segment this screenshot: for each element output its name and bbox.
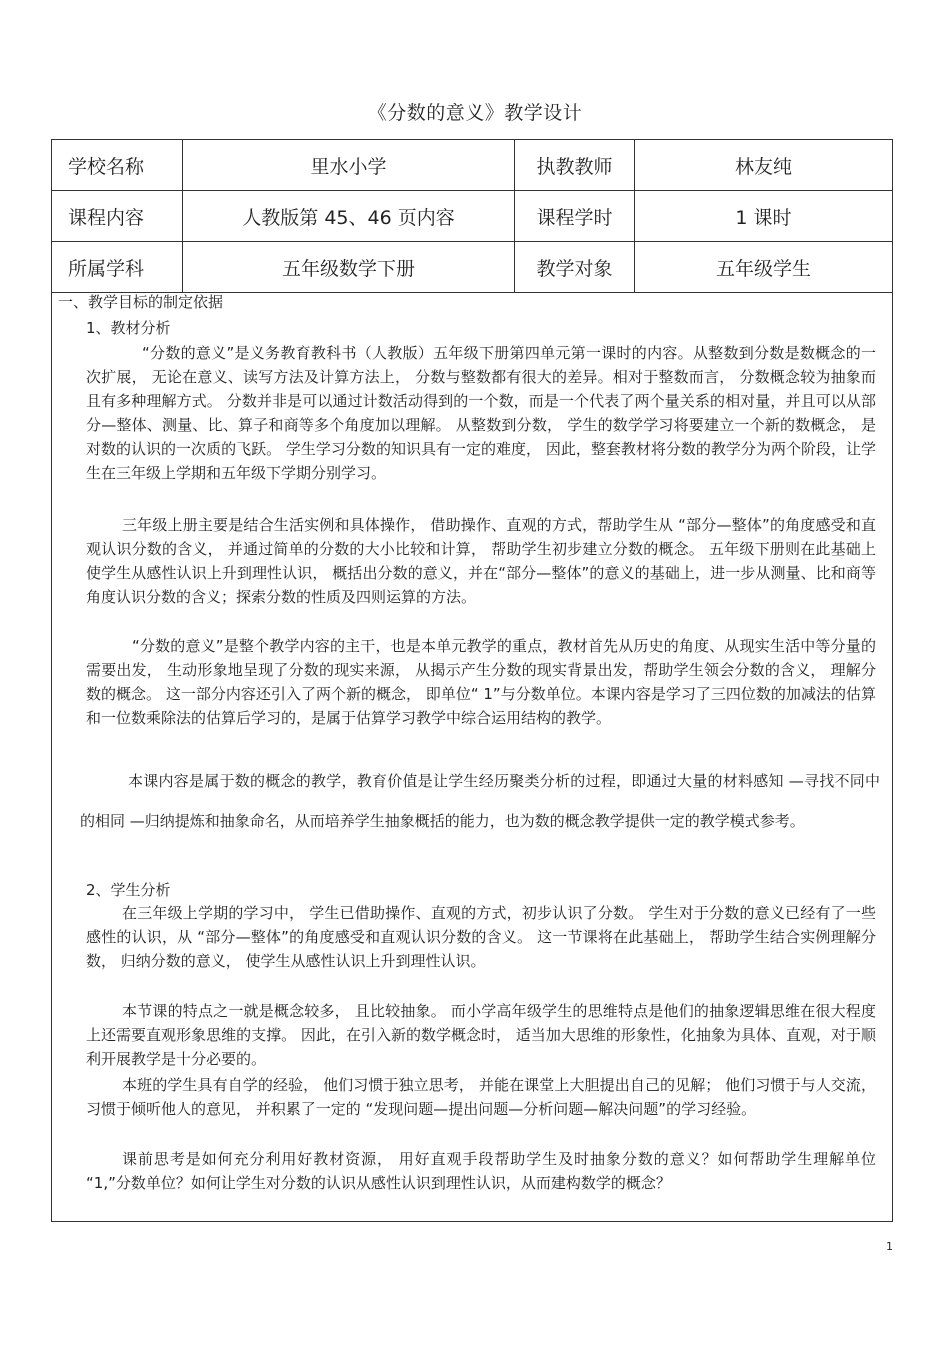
course-info-table bbox=[51, 139, 893, 293]
paragraph-students-1: 在三年级上学期的学习中， 学生已借助操作、直观的方式，初步认识了分数。 学生对于分数的意义已经有了一些感性的认识，从 “部分—整体”的角度感受和直观认识分数的含义。 这一节课将在此基础上， 帮助学生结合实例理解分数， 归纳分数的意义， 使学生从感性认识上升到理性认识。 bbox=[86, 904, 876, 971]
page-number: 1 bbox=[886, 1240, 893, 1253]
table-row bbox=[52, 140, 893, 191]
content-value: 人教版第 45、46 页内容 bbox=[183, 191, 515, 242]
school-label: 学校名称 bbox=[52, 140, 183, 191]
target-value: 五年级学生 bbox=[635, 242, 893, 293]
content-label: 课程内容 bbox=[52, 191, 183, 242]
table-row bbox=[52, 191, 893, 242]
paragraph-textbook-2: 三年级上册主要是结合生活实例和具体操作， 借助操作、直观的方式，帮助学生从 “部分—整体”的角度感受和直观认识分数的含义， 并通过简单的分数的大小比较和计算， 帮助学生初步建立分数的概念。 五年级下册则在此基础上使学生从感性认识上升到理性认识， 概括出分数的意义，并在“部分—整体”的意义的基础上，进一步从测量、比和商等角度认识分数的含义；探索分数的性质及四则运算的方法。 bbox=[86, 516, 876, 607]
content-box bbox=[51, 291, 893, 1222]
subsection-heading-students: 2、学生分析 bbox=[86, 881, 171, 899]
hours-label: 课程学时 bbox=[515, 191, 635, 242]
paragraph-textbook-4: 本课内容是属于数的概念的教学，教育价值是让学生经历聚类分析的过程，即通过大量的材料感知 —寻找不同中的相同 —归纳提炼和抽象命名，从而培养学生抽象概括的能力，也为数的概念教学提供一定的教学模式参考。 bbox=[80, 772, 880, 830]
teacher-label: 执教教师 bbox=[515, 140, 635, 191]
table-row bbox=[52, 242, 893, 293]
paragraph-students-3: 本班的学生具有自学的经验， 他们习惯于独立思考， 并能在课堂上大胆提出自己的见解； 他们习惯于与人交流， 习惯于倾听他人的意见， 并积累了一定的 “发现问题—提出问题—分析问题—解决问题”的学习经验。 bbox=[86, 1076, 876, 1119]
hours-value: 1 课时 bbox=[635, 191, 893, 242]
section-heading: 一、教学目标的制定依据 bbox=[58, 293, 224, 311]
page-title: 《分数的意义》教学设计 bbox=[367, 102, 583, 124]
subject-value: 五年级数学下册 bbox=[183, 242, 515, 293]
school-value: 里水小学 bbox=[183, 140, 515, 191]
target-label: 教学对象 bbox=[515, 242, 635, 293]
paragraph-students-4: 课前思考是如何充分利用好教材资源， 用好直观手段帮助学生及时抽象分数的意义？如何帮助学生理解单位 “1,”分数单位？如何让学生对分数的认识从感性认识到理性认识，从而建构数学的概念？ bbox=[86, 1150, 876, 1193]
paragraph-students-2: 本节课的特点之一就是概念较多， 且比较抽象。 而小学高年级学生的思维特点是他们的抽象逻辑思维在很大程度上还需要直观形象思维的支撑。 因此，在引入新的数学概念时， 适当加大思维的形象性，化抽象为具体、直观，对于顺利开展教学是十分必要的。 bbox=[86, 1002, 876, 1069]
paragraph-textbook-1: “分数的意义”是义务教育教科书（人教版）五年级下册第四单元第一课时的内容。从整数到分数是数概念的一次扩展， 无论在意义、读写方法及计算方法上， 分数与整数都有很大的差异。相对于整数而言， 分数概念较为抽象而且有多种理解方式。 分数并非是可以通过计数活动得到的一个数，而是一个代表了两个量关系的相对量，并且可以从部分—整体、测量、比、算子和商等多个角度加以理解。 从整数到分数， 学生的数学学习将要建立一个新的数概念， 是对数的认识的一次质的飞跃。 学生学习分数的知识具有一定的难度， 因此，整套教材将分数的教学分为两个阶段，让学生在三年级上学期和五年级下学期分别学习。 bbox=[86, 344, 876, 483]
paragraph-textbook-3: “分数的意义”是整个教学内容的主干，也是本单元教学的重点，教材首先从历史的角度、从现实生活中等分量的需要出发， 生动形象地呈现了分数的现实来源， 从揭示产生分数的现实背景出发，帮助学生领会分数的含义， 理解分数的概念。 这一部分内容还引入了两个新的概念， 即单位“ 1”与分数单位。本课内容是学习了三四位数的加减法的估算和一位数乘除法的估算后学习的，是属于估算学习教学中综合运用结构的教学。 bbox=[86, 637, 876, 728]
subsection-heading-textbook: 1、教材分析 bbox=[86, 319, 171, 337]
teacher-value: 林友纯 bbox=[635, 140, 893, 191]
subject-label: 所属学科 bbox=[52, 242, 183, 293]
